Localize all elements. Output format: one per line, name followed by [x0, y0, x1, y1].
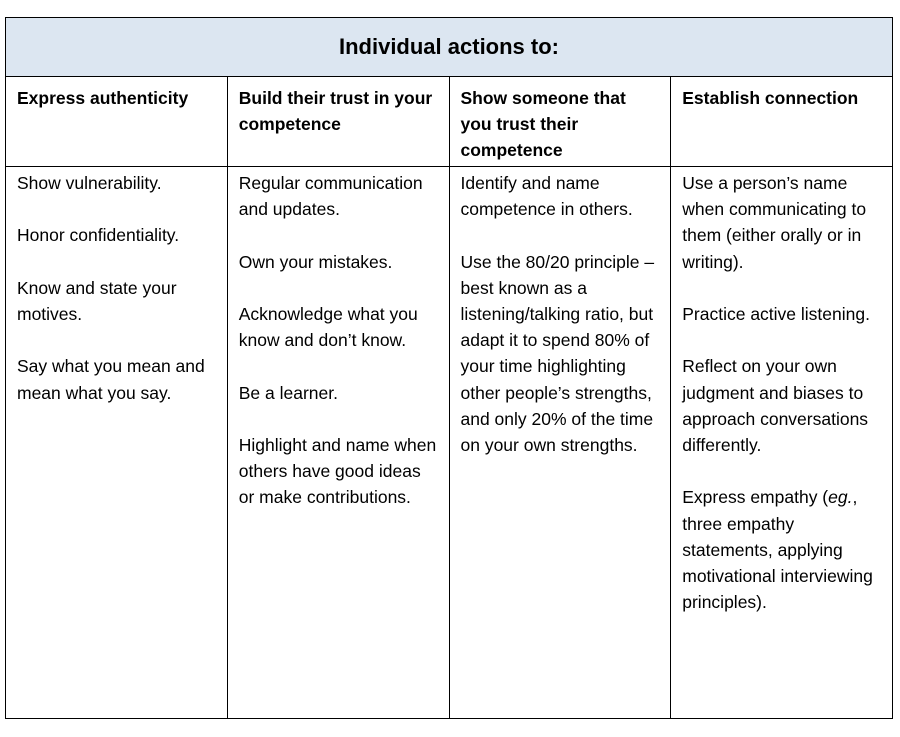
list-item-empathy — [682, 484, 882, 615]
column-header-show-trust: Show someone that you trust their competence — [449, 77, 671, 167]
list-item: Show vulnerability. — [17, 173, 162, 193]
body-row — [6, 167, 893, 719]
column-header-build-trust: Build their trust in your competence — [227, 77, 449, 167]
empathy-text-after: , three empathy statements, applying motivational interviewing principles). — [682, 487, 873, 613]
list-item: Be a learner. — [238, 382, 338, 403]
list-item: Identify and name competence in others. — [460, 173, 633, 220]
column-cell-build-trust — [227, 167, 449, 719]
list-item: Know and state your motives. — [17, 277, 177, 324]
list-item: Use the 80/20 principle – best known as a listening/talking ratio, but adapt it to spend 80% of your time highlighting other people’s strengths, and only 20% of the time on your own strengths. — [460, 251, 655, 456]
column-header-express-authenticity: Express authenticity — [6, 77, 228, 167]
header-row — [6, 77, 893, 167]
list-item: Acknowledge what you know and don’t know. — [238, 303, 418, 351]
list-item: Reflect on your own judgment and biases to approach conversations differently. — [682, 356, 869, 455]
column-header-establish-connection: Establish connection — [671, 77, 893, 167]
column-cell-show-trust — [449, 167, 671, 719]
actions-table-container — [5, 17, 893, 719]
title-row — [6, 18, 893, 77]
list-item: Use a person’s name when communicating to them (either orally or in writing). — [682, 173, 867, 272]
list-item: Highlight and name when others have good ideas or make contributions. — [238, 434, 437, 508]
actions-table — [5, 17, 893, 719]
list-item: Say what you mean and mean what you say. — [17, 356, 205, 403]
empathy-text-emphasis: eg. — [828, 487, 853, 508]
list-item: Regular communication and updates. — [238, 173, 423, 220]
empathy-text-before: Express empathy ( — [682, 487, 829, 508]
list-item: Honor confidentiality. — [17, 225, 180, 246]
column-cell-express-authenticity — [6, 167, 228, 719]
column-cell-establish-connection — [671, 167, 893, 719]
table-title: Individual actions to: — [6, 18, 893, 77]
list-item: Practice active listening. — [682, 304, 870, 324]
list-item: Own your mistakes. — [238, 251, 393, 272]
